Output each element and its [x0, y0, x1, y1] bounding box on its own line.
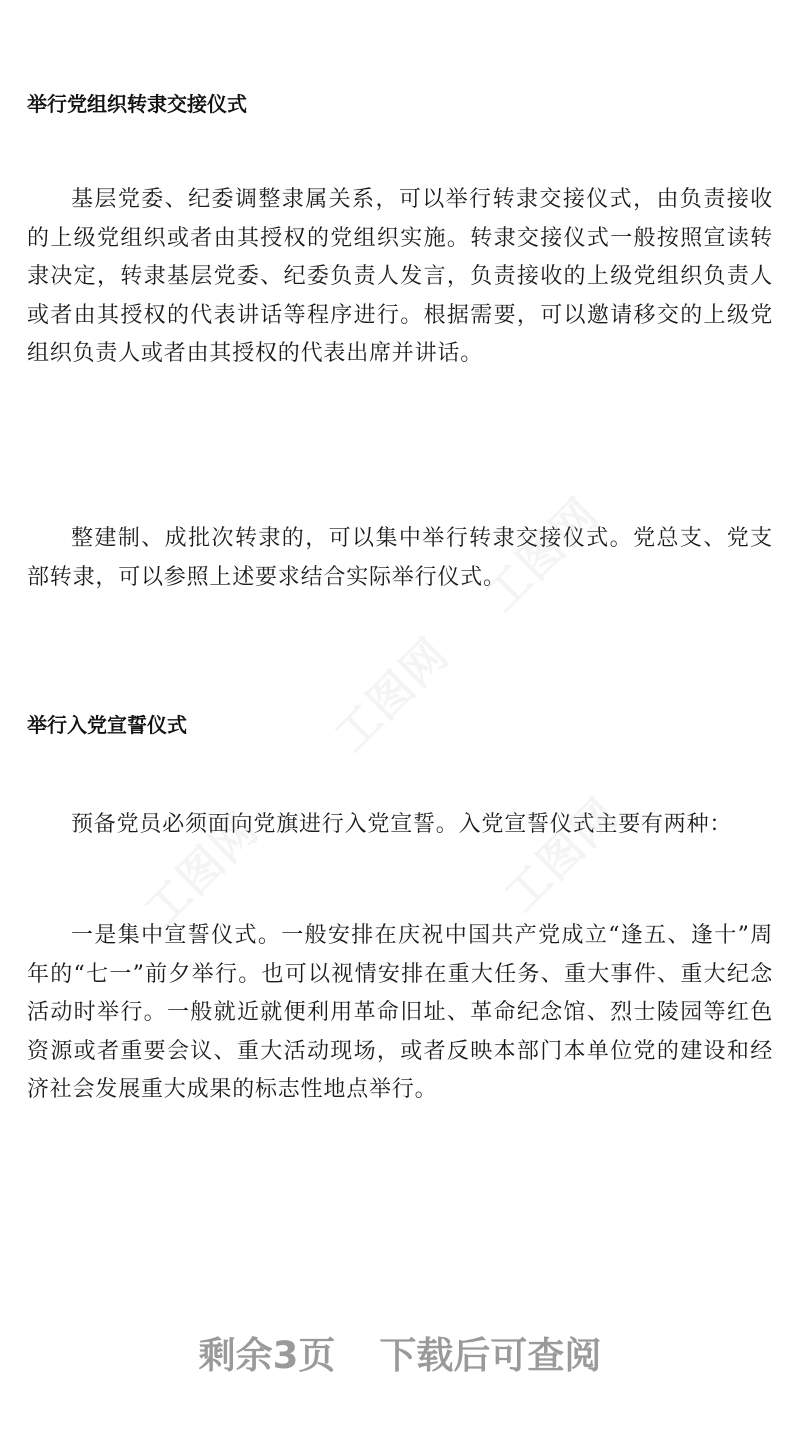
paragraph: 基层党委、纪委调整隶属关系，可以举行转隶交接仪式，由负责接收的上级党组织或者由其授权的党组织实施。转隶交接仪式一般按照宣读转隶决定，转隶基层党委、纪委负责人发言，负责接收的上级党组织负责人或者由其授权的代表讲话等程序进行。根据需要，可以邀请移交的上级党组织负责人或者由其授权的代表出席并讲话。 [27, 187, 773, 366]
watermark: 工图网 [475, 488, 610, 623]
paragraph: 预备党员必须面向党旗进行入党宣誓。入党宣誓仪式主要有两种： [71, 812, 733, 837]
watermark: 工图网 [495, 788, 630, 923]
remaining-pages-label: 剩余3页 [198, 1334, 336, 1377]
section-heading: 举行入党宣誓仪式 [27, 713, 187, 737]
watermark: 工图网 [135, 803, 270, 938]
paragraph: 整建制、成批次转隶的，可以集中举行转隶交接仪式。党总支、党支部转隶，可以参照上述要求结合实际举行仪式。 [27, 526, 773, 590]
paragraph: 一是集中宣誓仪式。一般安排在庆祝中国共产党成立“逢五、逢十”周年的“七一”前夕举行。也可以视情安排在重大任务、重大事件、重大纪念活动时举行。一般就近就便利用革命旧址、革命纪念馆、烈士陵园等红色资源或者重要会议、重大活动现场，或者反映本部门本单位党的建设和经济社会发展重大成果的标志性地点举行。 [27, 923, 773, 1102]
download-hint-label: 下载后可查阅 [379, 1334, 602, 1377]
download-prompt[interactable] [0, 1334, 800, 1378]
watermark: 工图网 [325, 628, 460, 763]
section-heading: 举行党组织转隶交接仪式 [27, 92, 247, 116]
